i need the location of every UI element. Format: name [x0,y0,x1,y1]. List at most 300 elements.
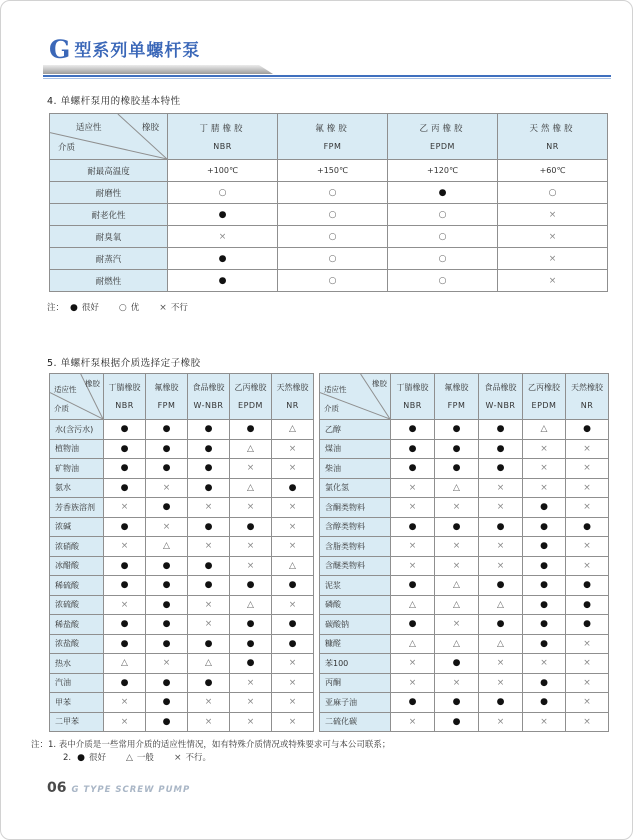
rating-unsuitable-cell: × [272,498,314,518]
medium-name-label: 浓盐酸 [50,634,104,654]
legend-label: 很好 [81,303,99,313]
value-cell: +60℃ [498,160,608,182]
header-rule [43,75,611,79]
medium-name-label: 冰醋酸 [50,556,104,576]
rating-very-good-cell: ● [146,595,188,615]
column-header-epdm [230,374,272,420]
rating-unsuitable-cell: × [566,459,609,479]
rating-very-good-cell: ● [188,634,230,654]
rating-very-good-cell: ● [168,270,278,292]
rating-unsuitable-cell: × [566,498,609,518]
rating-very-good-cell: ● [391,459,435,479]
section5-note-2 [63,751,231,763]
rating-unsuitable-cell: × [498,248,608,270]
table-row [320,576,609,596]
rating-unsuitable-cell: × [523,654,566,674]
rating-very-good-cell: ● [523,556,566,576]
rating-unsuitable-cell: × [566,712,609,732]
media-selection-table-right [319,373,609,732]
table-row [50,556,314,576]
rating-good-cell: ○ [388,270,498,292]
rubber-name-label: 乙丙橡胶 [419,124,466,134]
rating-unsuitable-cell: × [168,226,278,248]
title-letter-g: G [49,35,71,64]
page-footer [47,777,190,796]
rating-average-cell: △ [230,478,272,498]
legend-symbol: ● [70,303,78,313]
rating-very-good-cell: ● [479,420,523,440]
rating-unsuitable-cell: × [435,537,479,557]
media-selection-table-left [49,373,314,732]
column-header-nbr [391,374,435,420]
corner-adaptability-label: 适应性 [324,385,347,394]
column-header-epdm [388,114,498,160]
rating-unsuitable-cell: × [566,556,609,576]
rating-very-good-cell: ● [104,459,146,479]
rating-good-cell: ○ [278,270,388,292]
header-row [320,374,609,420]
rating-average-cell: △ [188,654,230,674]
table-row [320,634,609,654]
medium-name-label: 浓硝酸 [50,537,104,557]
rubber-name-label: 乙丙橡胶 [234,383,267,392]
rating-very-good-cell: ● [391,615,435,635]
rating-unsuitable-cell: × [230,693,272,713]
medium-name-label: 碳酸钠 [320,615,391,635]
rating-very-good-cell: ● [146,693,188,713]
column-header-nr [272,374,314,420]
corner-medium-label: 介质 [58,143,76,153]
rating-unsuitable-cell: × [523,478,566,498]
rating-very-good-cell: ● [391,517,435,537]
table-row [320,478,609,498]
table-row [50,595,314,615]
rating-unsuitable-cell: × [479,654,523,674]
rubber-properties-table [49,113,608,292]
rating-unsuitable-cell: × [188,615,230,635]
rating-unsuitable-cell: × [146,654,188,674]
rubber-code-label: FPM [157,401,176,410]
rating-unsuitable-cell: × [188,712,230,732]
legend-item [77,753,106,763]
rating-very-good-cell: ● [391,693,435,713]
rating-very-good-cell: ● [188,478,230,498]
medium-property-label: 耐磨性 [50,182,168,204]
rating-unsuitable-cell: × [498,204,608,226]
medium-name-label: 柴油 [320,459,391,479]
medium-name-label: 稀硫酸 [50,576,104,596]
table-row [50,182,608,204]
rating-unsuitable-cell: × [272,693,314,713]
rating-average-cell: △ [435,478,479,498]
rating-very-good-cell: ● [523,673,566,693]
corner-adaptability-label: 适应性 [76,123,102,133]
medium-name-label: 乙醇 [320,420,391,440]
rating-very-good-cell: ● [479,693,523,713]
table-row [320,498,609,518]
rating-unsuitable-cell: × [435,498,479,518]
legend-symbol: ○ [118,303,127,313]
rating-unsuitable-cell: × [435,673,479,693]
table-row [50,634,314,654]
medium-name-label: 汽油 [50,673,104,693]
rating-very-good-cell: ● [230,615,272,635]
column-header-w-nbr [479,374,523,420]
medium-name-label: 泥浆 [320,576,391,596]
table-corner-cell [50,114,168,160]
rating-average-cell: △ [272,420,314,440]
rating-very-good-cell: ● [230,634,272,654]
rubber-name-label: 丁腈橡胶 [396,383,429,392]
rubber-name-label: 氟橡胶 [444,383,469,392]
rating-very-good-cell: ● [146,498,188,518]
rating-unsuitable-cell: × [479,498,523,518]
rating-very-good-cell: ● [479,576,523,596]
value-cell: +100℃ [168,160,278,182]
rating-very-good-cell: ● [104,478,146,498]
legend-item [119,303,139,313]
rating-unsuitable-cell: × [523,439,566,459]
rating-unsuitable-cell: × [188,537,230,557]
medium-name-label: 苯100 [320,654,391,674]
table-row [50,615,314,635]
rating-unsuitable-cell: × [391,712,435,732]
medium-name-label: 煤油 [320,439,391,459]
corner-rubber-label: 橡胶 [141,123,159,133]
rating-very-good-cell: ● [188,420,230,440]
rubber-name-label: 氟橡胶 [315,124,350,134]
rubber-code-label: EPDM [531,401,557,410]
rating-unsuitable-cell: × [391,556,435,576]
rating-unsuitable-cell: × [230,498,272,518]
rating-good-cell: ○ [278,182,388,204]
rating-very-good-cell: ● [435,654,479,674]
rating-average-cell: △ [272,556,314,576]
table-row [50,204,608,226]
rating-unsuitable-cell: × [566,693,609,713]
rubber-name-label: 食品橡胶 [192,383,225,392]
rubber-name-label: 天然橡胶 [276,383,309,392]
table-corner-cell [50,374,104,420]
rating-very-good-cell: ● [188,556,230,576]
rating-average-cell: △ [104,654,146,674]
section5-note-1: 注：1. 表中介质是一些常用介质的适应性情况，如有特殊介质情况或特殊要求可与本公司联系； [31,740,391,750]
rating-unsuitable-cell: × [272,439,314,459]
medium-name-label: 含脂类物料 [320,537,391,557]
table-row [50,248,608,270]
column-header-w-nbr [188,374,230,420]
rating-very-good-cell: ● [391,576,435,596]
table-row [320,439,609,459]
header-row [50,374,314,420]
rating-very-good-cell: ● [479,459,523,479]
rating-unsuitable-cell: × [104,595,146,615]
rating-unsuitable-cell: × [272,712,314,732]
rating-very-good-cell: ● [146,439,188,459]
rubber-code-label: W-NBR [485,401,516,410]
rating-very-good-cell: ● [388,182,498,204]
rating-unsuitable-cell: × [391,654,435,674]
corner-medium-label: 介质 [54,404,69,413]
medium-name-label: 芳香族溶剂 [50,498,104,518]
rubber-name-label: 食品橡胶 [484,383,517,392]
legend-prefix: 2. [63,753,72,763]
column-header-epdm [523,374,566,420]
rating-unsuitable-cell: × [230,537,272,557]
medium-property-label: 耐燃性 [50,270,168,292]
rating-very-good-cell: ● [230,576,272,596]
rating-unsuitable-cell: × [188,595,230,615]
rating-average-cell: △ [146,537,188,557]
rubber-code-label: NBR [213,142,232,151]
rating-very-good-cell: ● [146,673,188,693]
column-header-nr [498,114,608,160]
rubber-name-label: 丁腈橡胶 [199,124,246,134]
rating-very-good-cell: ● [523,498,566,518]
table-row [50,654,314,674]
rating-very-good-cell: ● [104,556,146,576]
rating-very-good-cell: ● [566,595,609,615]
table-row [50,459,314,479]
medium-name-label: 浓碱 [50,517,104,537]
legend-symbol: ● [77,753,85,763]
rating-very-good-cell: ● [104,439,146,459]
rating-very-good-cell: ● [566,615,609,635]
column-header-fpm [278,114,388,160]
rating-very-good-cell: ● [146,556,188,576]
rating-unsuitable-cell: × [479,556,523,576]
column-header-nbr [168,114,278,160]
medium-property-label: 耐最高温度 [50,160,168,182]
table-row [320,712,609,732]
rating-unsuitable-cell: × [272,537,314,557]
legend-item [70,303,99,313]
rating-unsuitable-cell: × [272,459,314,479]
rating-unsuitable-cell: × [104,693,146,713]
rubber-code-label: EPDM [430,142,455,151]
rating-very-good-cell: ● [104,615,146,635]
rating-very-good-cell: ● [523,537,566,557]
rating-very-good-cell: ● [188,576,230,596]
rating-unsuitable-cell: × [479,537,523,557]
rating-very-good-cell: ● [479,439,523,459]
medium-name-label: 热水 [50,654,104,674]
rating-very-good-cell: ● [523,517,566,537]
rating-very-good-cell: ● [272,634,314,654]
section4-title: 4. 单螺杆泵用的橡胶基本特性 [47,96,181,107]
rating-average-cell: △ [523,420,566,440]
table-row [320,615,609,635]
rubber-code-label: EPDM [238,401,263,410]
legend-symbol: × [173,753,182,763]
rubber-name-label: 乙丙橡胶 [528,383,560,392]
rating-unsuitable-cell: × [566,654,609,674]
table-row [50,270,608,292]
rubber-name-label: 丁腈橡胶 [108,383,141,392]
rating-unsuitable-cell: × [272,654,314,674]
rating-unsuitable-cell: × [104,537,146,557]
column-header-fpm [146,374,188,420]
rating-very-good-cell: ● [146,634,188,654]
medium-name-label: 二甲苯 [50,712,104,732]
legend-symbol: × [159,303,167,313]
rubber-name-label: 天然橡胶 [571,383,603,392]
rating-unsuitable-cell: × [391,478,435,498]
rating-unsuitable-cell: × [498,226,608,248]
rubber-name-label: 天然橡胶 [529,124,576,134]
page-title [49,35,200,64]
rating-unsuitable-cell: × [566,478,609,498]
rating-very-good-cell: ● [566,517,609,537]
rating-very-good-cell: ● [479,615,523,635]
rating-average-cell: △ [230,595,272,615]
rating-good-cell: ○ [278,226,388,248]
rating-very-good-cell: ● [566,420,609,440]
rating-unsuitable-cell: × [272,517,314,537]
rating-unsuitable-cell: × [523,459,566,479]
column-header-fpm [435,374,479,420]
rating-average-cell: △ [230,439,272,459]
rating-very-good-cell: ● [168,204,278,226]
rubber-code-label: NR [286,401,299,410]
rating-unsuitable-cell: × [146,478,188,498]
table-row [320,654,609,674]
medium-name-label: 含酮类物料 [320,498,391,518]
corner-rubber-label: 橡胶 [85,379,100,388]
table-row [320,459,609,479]
rubber-code-label: NR [580,401,594,410]
legend-label: 优 [130,303,140,313]
table-row [50,226,608,248]
corner-rubber-label: 橡胶 [372,379,387,388]
legend-item [126,753,154,763]
rating-very-good-cell: ● [272,615,314,635]
rating-good-cell: ○ [278,204,388,226]
rating-average-cell: △ [435,595,479,615]
rating-very-good-cell: ● [523,576,566,596]
rubber-code-label: NBR [115,401,134,410]
rating-unsuitable-cell: × [230,712,272,732]
legend-label: 很好 [88,753,106,763]
rating-unsuitable-cell: × [479,712,523,732]
rubber-code-label: W-NBR [193,401,224,410]
rating-unsuitable-cell: × [230,673,272,693]
footer-brand: G TYPE SCREW PUMP [71,785,191,795]
rating-unsuitable-cell: × [104,712,146,732]
rating-unsuitable-cell: × [104,498,146,518]
rating-unsuitable-cell: × [479,478,523,498]
rating-good-cell: ○ [388,248,498,270]
rating-unsuitable-cell: × [146,517,188,537]
rating-very-good-cell: ● [104,634,146,654]
rating-very-good-cell: ● [188,459,230,479]
rating-very-good-cell: ● [104,673,146,693]
legend-label: 不行 [170,303,188,313]
rating-unsuitable-cell: × [188,693,230,713]
rating-unsuitable-cell: × [435,556,479,576]
rubber-code-label: NBR [403,401,422,410]
title-text: 型系列单螺杆泵 [74,41,201,61]
table-row [320,595,609,615]
table-row [50,537,314,557]
rating-very-good-cell: ● [435,439,479,459]
rating-very-good-cell: ● [272,576,314,596]
section5-title: 5. 单螺杆泵根据介质选择定子橡胶 [47,358,201,369]
medium-name-label: 甲苯 [50,693,104,713]
rating-unsuitable-cell: × [272,673,314,693]
table-row [320,537,609,557]
header-decoration-bar [43,65,273,74]
medium-name-label: 矿物油 [50,459,104,479]
rating-very-good-cell: ● [523,615,566,635]
rating-good-cell: ○ [498,182,608,204]
page-number: 06 [47,780,67,796]
legend-item [159,303,188,313]
section4-legend [47,301,208,313]
medium-name-label: 植物油 [50,439,104,459]
rating-very-good-cell: ● [566,576,609,596]
medium-name-label: 含醚类物料 [320,556,391,576]
table-row [50,693,314,713]
table-row [50,576,314,596]
rating-good-cell: ○ [388,226,498,248]
rating-average-cell: △ [435,634,479,654]
column-header-nbr [104,374,146,420]
rating-unsuitable-cell: × [391,498,435,518]
medium-name-label: 水(含污水) [50,420,104,440]
rubber-name-label: 氟橡胶 [154,383,179,392]
rating-unsuitable-cell: × [391,537,435,557]
rating-very-good-cell: ● [230,517,272,537]
rating-very-good-cell: ● [435,693,479,713]
rating-very-good-cell: ● [146,615,188,635]
rating-very-good-cell: ● [272,478,314,498]
rating-unsuitable-cell: × [479,673,523,693]
rating-unsuitable-cell: × [391,673,435,693]
rating-very-good-cell: ● [523,595,566,615]
table-row [320,556,609,576]
rating-average-cell: △ [479,634,523,654]
rating-good-cell: ○ [278,248,388,270]
table-row [320,420,609,440]
rating-very-good-cell: ● [391,439,435,459]
medium-name-label: 亚麻子油 [320,693,391,713]
rating-very-good-cell: ● [104,420,146,440]
table-row [50,498,314,518]
rating-very-good-cell: ● [435,517,479,537]
medium-name-label: 二硫化碳 [320,712,391,732]
column-header-nr [566,374,609,420]
corner-adaptability-label: 适应性 [54,385,77,394]
rating-very-good-cell: ● [188,517,230,537]
rating-very-good-cell: ● [479,517,523,537]
medium-name-label: 糠醛 [320,634,391,654]
rating-average-cell: △ [391,634,435,654]
rating-unsuitable-cell: × [435,615,479,635]
rating-very-good-cell: ● [146,420,188,440]
rating-very-good-cell: ● [230,654,272,674]
legend-symbol: △ [126,753,133,763]
rating-unsuitable-cell: × [566,537,609,557]
medium-name-label: 氯化氢 [320,478,391,498]
rating-very-good-cell: ● [230,420,272,440]
medium-name-label: 含醇类物料 [320,517,391,537]
medium-property-label: 耐蒸汽 [50,248,168,270]
table-row [320,693,609,713]
header-row [50,114,608,160]
rating-very-good-cell: ● [146,459,188,479]
value-cell: +120℃ [388,160,498,182]
